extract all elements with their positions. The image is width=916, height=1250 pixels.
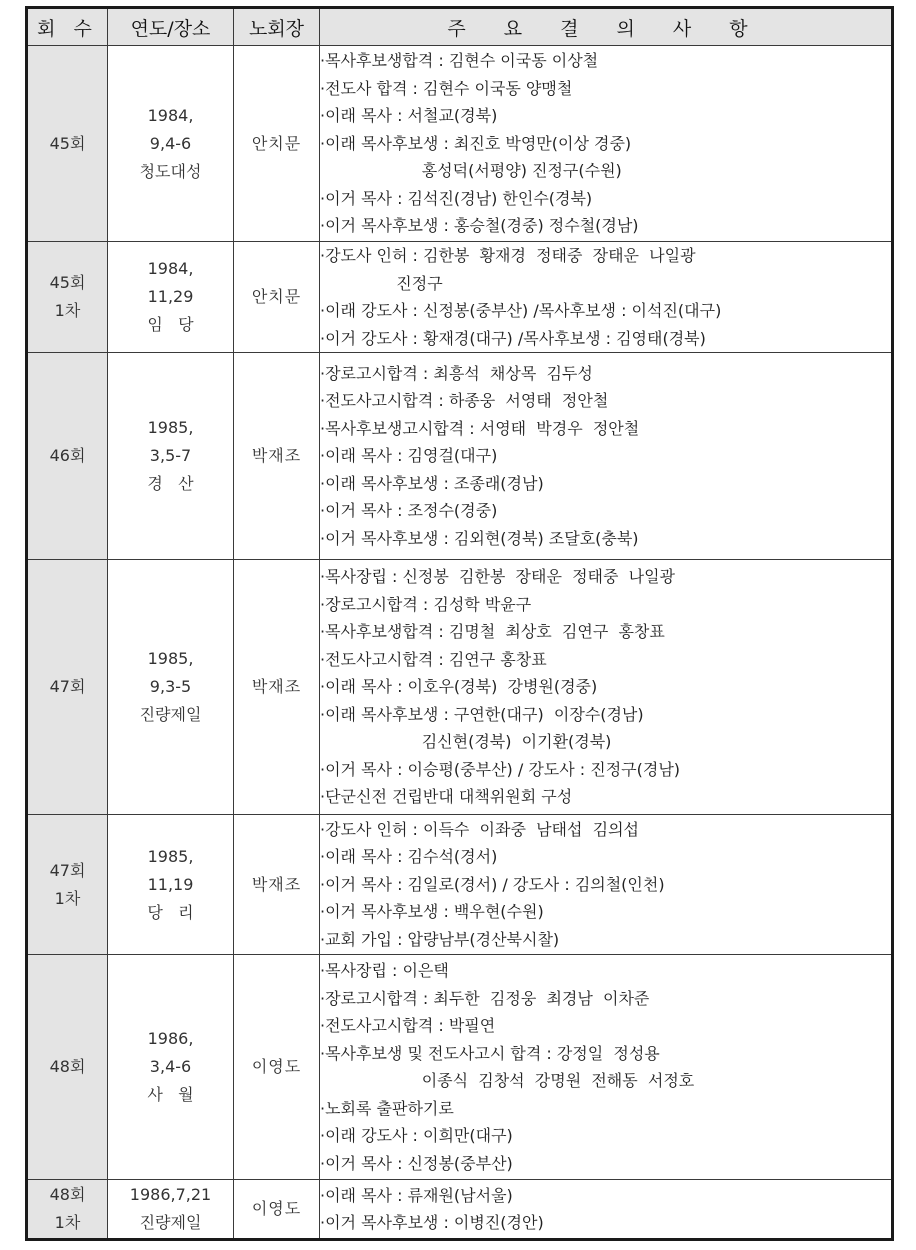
resolution-item: ·이거 목사 : 신정봉(중부산) — [320, 1153, 513, 1173]
date-place-text: 1985, — [147, 418, 194, 437]
table-row — [27, 1180, 893, 1240]
resolution-item: ·단군신전 건립반대 대책위원회 구성 — [320, 787, 573, 807]
session-text: 48회 — [49, 1185, 86, 1204]
date-place-cell — [108, 353, 234, 560]
resolution-item: 이종식 김창석 강명원 전해동 서정호 — [320, 1071, 695, 1090]
table-row — [27, 560, 893, 815]
resolution-item: ·강도사 인허 : 이득수 이좌중 남태섭 김의섭 — [320, 819, 640, 839]
date-place-text: 1985, — [147, 846, 194, 866]
header-row — [27, 8, 893, 46]
resolutions-cell — [320, 1180, 893, 1240]
session-cell — [27, 955, 108, 1180]
session-text: 45회 — [49, 273, 86, 292]
resolution-item: ·이래 목사 : 서철교(경북) — [320, 106, 498, 126]
header-items: 주 요 결 의 사 항 — [320, 8, 893, 46]
chair-cell: 박재조 — [234, 353, 320, 560]
session-text: 47회 — [49, 860, 86, 880]
resolution-item: ·이거 목사 : 김석진(경남) 한인수(경북) — [320, 188, 593, 208]
session-text: 1차 — [54, 301, 81, 320]
resolution-item: ·목사장립 : 이은택 — [320, 961, 449, 980]
date-place-text: 경 산 — [147, 474, 194, 493]
date-place-text: 진량제일 — [139, 1213, 202, 1232]
resolution-item: ·목사후보생합격 : 김현수 이국동 이상철 — [320, 51, 599, 71]
date-place-text: 당 리 — [147, 902, 194, 922]
resolution-item: ·목사후보생합격 : 김명철 최상호 김연구 홍창표 — [320, 622, 665, 642]
date-place-text: 1986,7,21 — [129, 1185, 212, 1204]
date-place-cell — [108, 815, 234, 955]
resolution-item: ·전도사고시합격 : 하종웅 서영태 정안철 — [320, 391, 609, 411]
resolution-item: ·이거 목사 : 조정수(경중) — [320, 501, 498, 521]
session-cell — [27, 46, 108, 242]
resolution-item: ·이래 강도사 : 이희만(대구) — [320, 1126, 513, 1145]
header-session: 회 수 — [27, 8, 108, 46]
resolutions-cell — [320, 46, 893, 242]
table-row — [27, 815, 893, 955]
date-place-text: 진량제일 — [139, 705, 202, 724]
table-row — [27, 46, 893, 242]
date-place-text: 3,5-7 — [149, 446, 192, 465]
presbytery-minutes-table — [25, 6, 894, 1241]
resolution-item: ·전도사고시합격 : 박필연 — [320, 1016, 496, 1035]
resolutions-cell — [320, 955, 893, 1180]
session-cell — [27, 1180, 108, 1240]
resolutions-cell — [320, 242, 893, 353]
date-place-text: 청도대성 — [139, 161, 202, 181]
resolutions-cell — [320, 560, 893, 815]
date-place-cell — [108, 46, 234, 242]
resolution-item: ·이래 목사 : 김수석(경서) — [320, 847, 498, 867]
resolution-item: ·이거 강도사 : 황재경(대구) /목사후보생 : 김영태(경북) — [320, 328, 706, 348]
session-text: 46회 — [49, 446, 86, 465]
header-date-place: 연도/장소 — [108, 8, 234, 46]
session-cell — [27, 815, 108, 955]
resolution-item: ·이거 목사 : 이승평(중부산) / 강도사 : 진정구(경남) — [320, 759, 681, 779]
session-cell — [27, 560, 108, 815]
session-text: 45회 — [49, 133, 86, 153]
session-cell — [27, 242, 108, 353]
resolutions-cell — [320, 815, 893, 955]
resolutions-cell — [320, 353, 893, 560]
resolution-item: ·목사후보생 및 전도사고시 합격 : 강정일 정성용 — [320, 1043, 660, 1063]
resolution-item: ·장로고시합격 : 최흥석 채상목 김두성 — [320, 363, 593, 383]
date-place-cell — [108, 242, 234, 353]
resolution-item: ·노회록 출판하기로 — [320, 1098, 454, 1118]
date-place-text: 9,4-6 — [149, 133, 192, 153]
resolution-item: ·이래 목사 : 류재원(남서울) — [320, 1185, 513, 1205]
resolution-item: ·전도사고시합격 : 김연구 홍창표 — [320, 649, 547, 669]
resolution-item: ·이래 목사후보생 : 조종래(경남) — [320, 473, 544, 493]
table-row — [27, 353, 893, 560]
resolution-item: ·이거 목사후보생 : 백우현(수원) — [320, 902, 544, 922]
resolution-item: ·이거 목사후보생 : 이병진(경안) — [320, 1213, 544, 1232]
date-place-cell — [108, 1180, 234, 1240]
session-text: 1차 — [54, 1213, 81, 1232]
date-place-text: 1986, — [147, 1029, 194, 1048]
resolution-item: ·이래 목사후보생 : 최진호 박영만(이상 경중) — [320, 133, 632, 153]
resolution-item: ·이래 목사 : 이호우(경북) 강병원(경중) — [320, 677, 598, 697]
date-place-text: 사 월 — [147, 1085, 194, 1104]
date-place-text: 3,4-6 — [149, 1057, 192, 1076]
resolution-item: ·이래 목사 : 김영걸(대구) — [320, 446, 498, 466]
date-place-text: 11,29 — [147, 287, 194, 306]
resolution-item: ·이거 목사후보생 : 홍승철(경중) 정수철(경남) — [320, 216, 639, 236]
resolution-item: ·장로고시합격 : 김성학 박윤구 — [320, 594, 532, 614]
date-place-cell — [108, 560, 234, 815]
chair-cell: 박재조 — [234, 560, 320, 815]
session-text: 48회 — [49, 1057, 86, 1076]
resolution-item: ·이래 강도사 : 신정봉(중부산) /목사후보생 : 이석진(대구) — [320, 301, 722, 320]
chair-cell: 이영도 — [234, 1180, 320, 1240]
resolution-item: ·강도사 인허 : 김한봉 황재경 정태중 장태운 나일광 — [320, 246, 696, 265]
resolution-item: ·전도사 합격 : 김현수 이국동 양맹철 — [320, 78, 573, 98]
header-chair: 노회장 — [234, 8, 320, 46]
date-place-text: 1984, — [147, 105, 194, 125]
date-place-text: 9,3-5 — [149, 677, 192, 696]
date-place-text: 1984, — [147, 259, 194, 278]
date-place-text: 임 당 — [147, 315, 194, 334]
resolution-item: ·목사장립 : 신정봉 김한봉 장태운 정태중 나일광 — [320, 567, 676, 587]
table-row — [27, 242, 893, 353]
chair-cell: 안치문 — [234, 46, 320, 242]
resolution-item: ·이거 목사 : 김일로(경서) / 강도사 : 김의철(인천) — [320, 874, 665, 894]
resolution-item: ·이래 목사후보생 : 구연한(대구) 이장수(경남) — [320, 704, 644, 724]
resolution-item: ·장로고시합격 : 최두한 김정웅 최경남 이차준 — [320, 988, 650, 1008]
table-row — [27, 955, 893, 1180]
session-text: 47회 — [49, 677, 86, 696]
resolution-item: ·이거 목사후보생 : 김외현(경북) 조달호(충북) — [320, 528, 639, 548]
resolution-item: ·교회 가입 : 압량남부(경산북시찰) — [320, 929, 560, 949]
session-cell — [27, 353, 108, 560]
session-text: 1차 — [54, 888, 81, 908]
resolution-item: 김신현(경북) 이기환(경북) — [320, 732, 612, 752]
date-place-text: 11,19 — [147, 874, 194, 894]
date-place-cell — [108, 955, 234, 1180]
chair-cell: 안치문 — [234, 242, 320, 353]
resolution-item: ·목사후보생고시합격 : 서영태 박경우 정안철 — [320, 418, 640, 438]
resolution-item: 진정구 — [320, 273, 443, 293]
chair-cell: 이영도 — [234, 955, 320, 1180]
resolution-item: 홍성덕(서평양) 진정구(수원) — [320, 161, 622, 181]
chair-cell: 박재조 — [234, 815, 320, 955]
date-place-text: 1985, — [147, 649, 194, 668]
